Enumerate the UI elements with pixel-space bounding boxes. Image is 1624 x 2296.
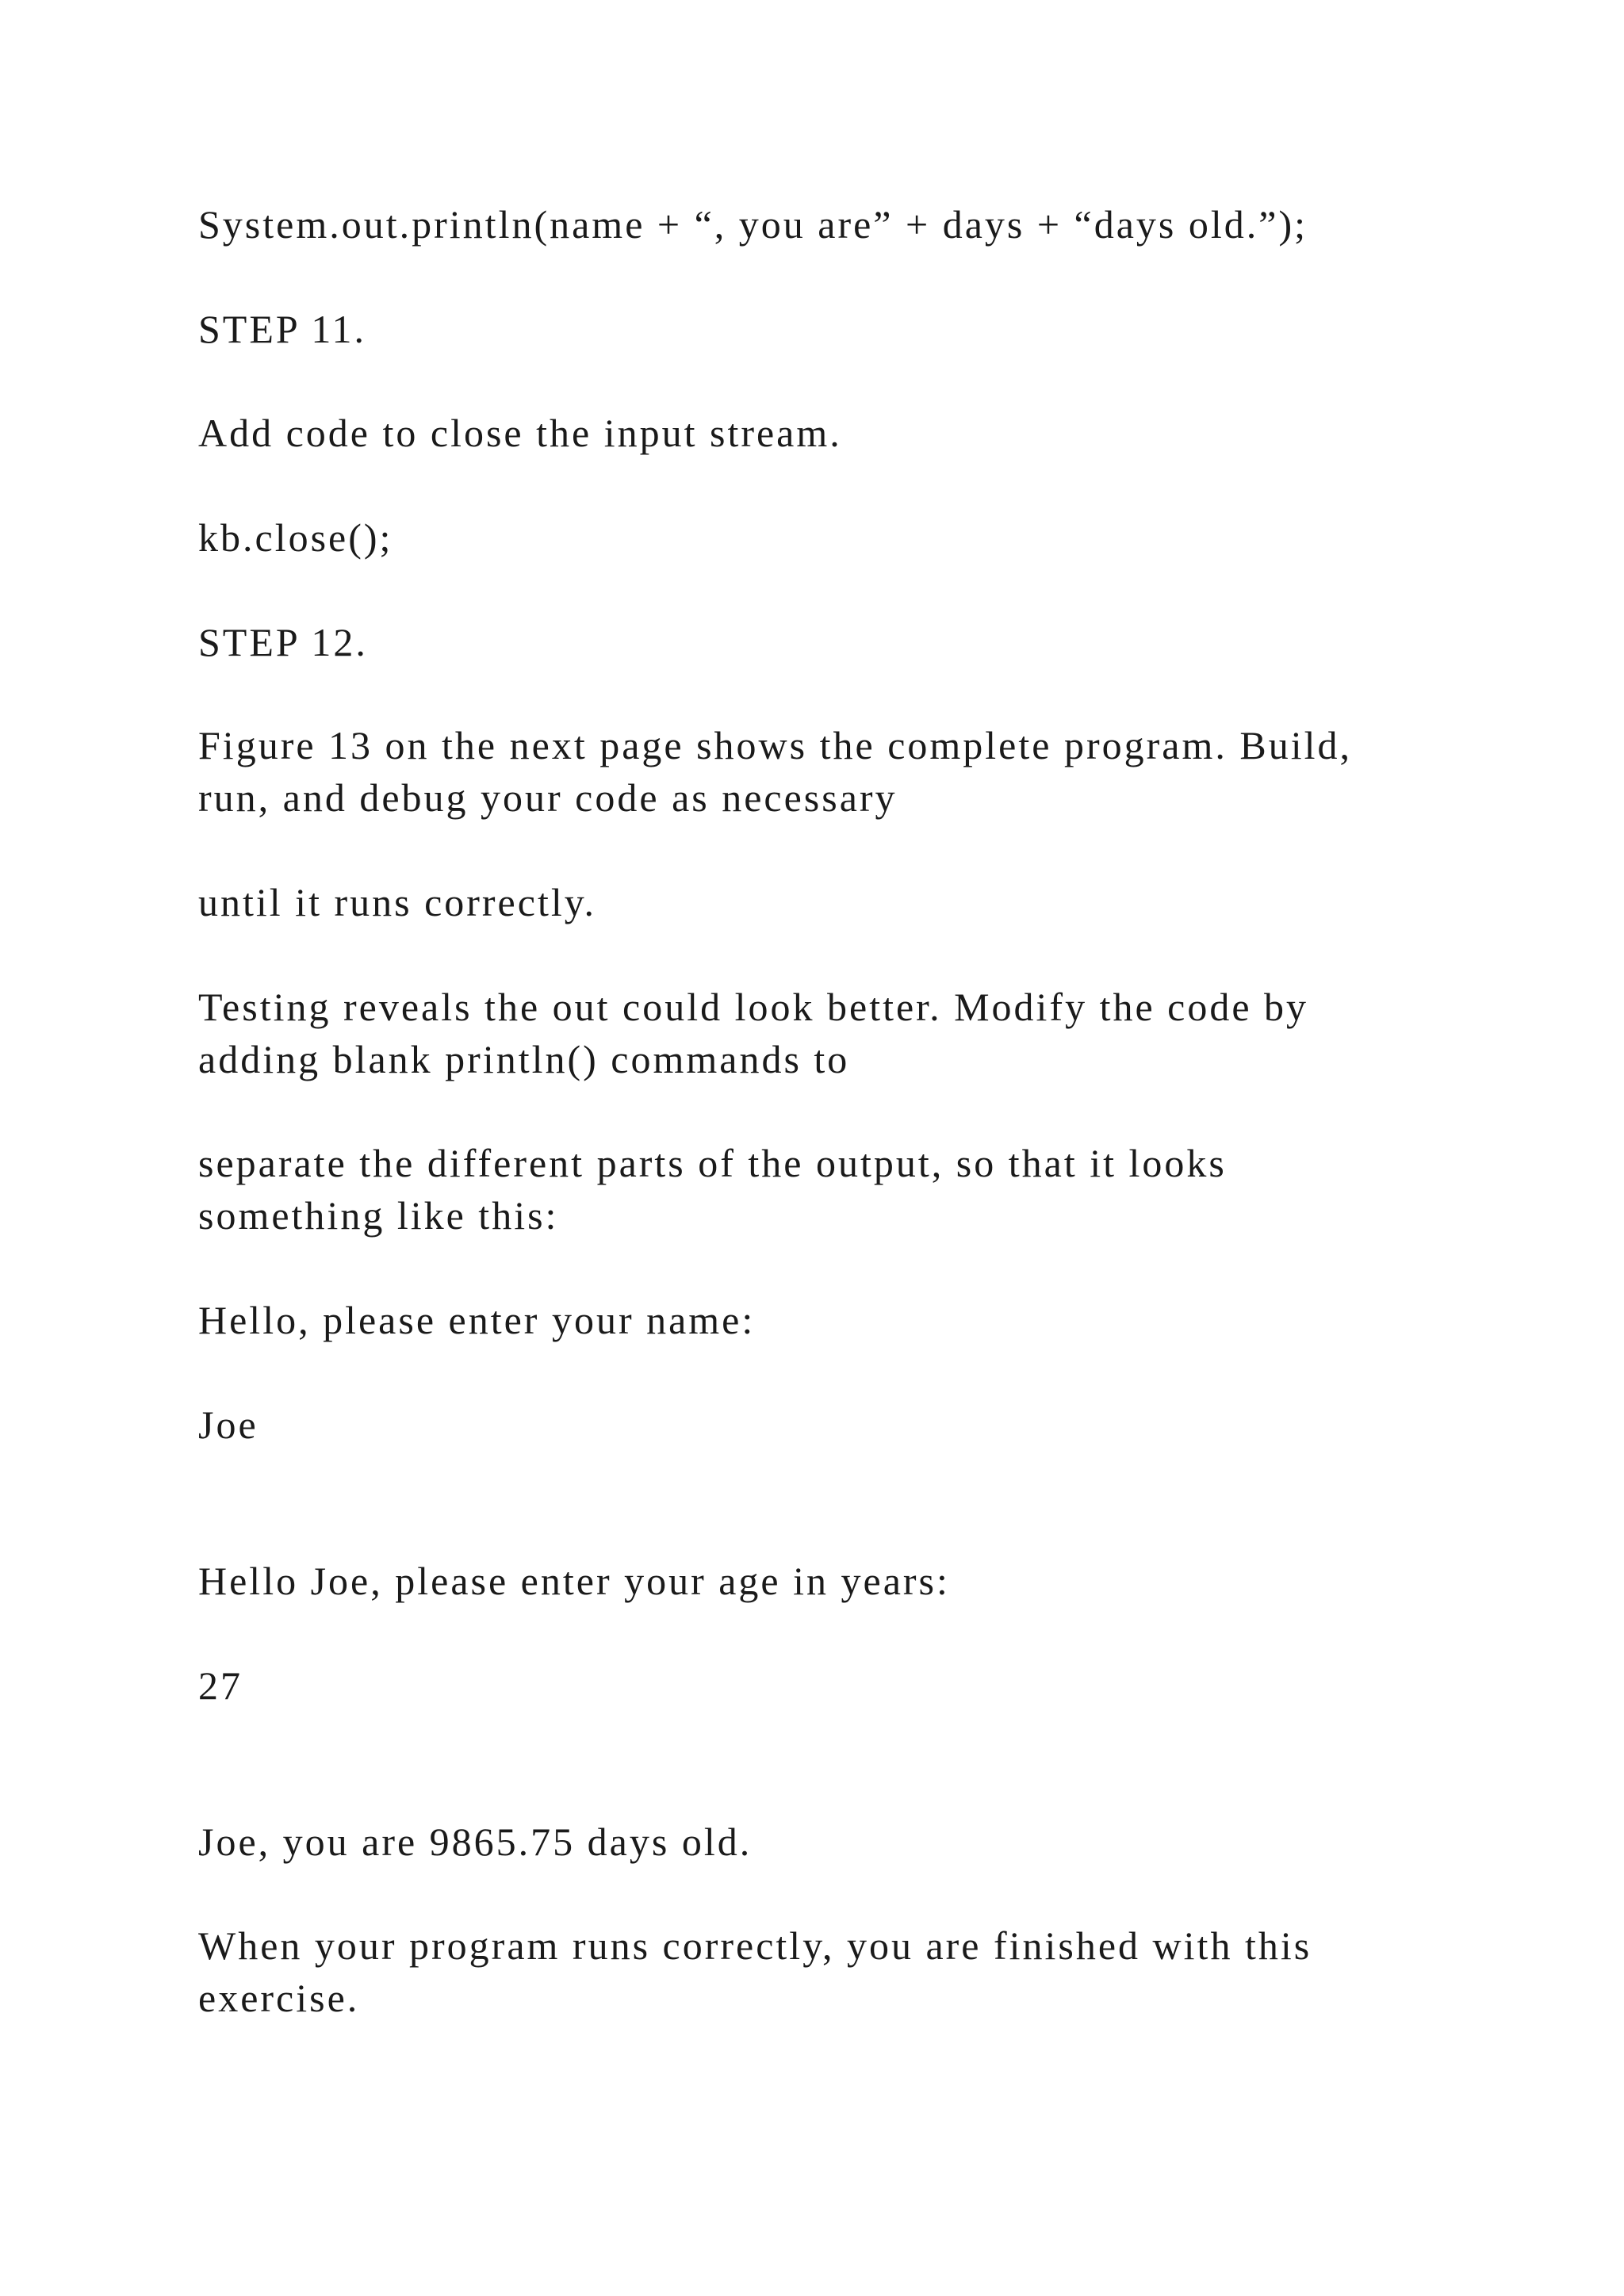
sample-output-age-input: 27 xyxy=(198,1663,243,1708)
code-println-statement: System.out.println(name + “, you are” + days + “days old.”); xyxy=(198,202,1308,247)
sample-output-age-prompt: Hello Joe, please enter your age in years: xyxy=(198,1559,950,1603)
step-11-heading: STEP 11. xyxy=(198,307,366,351)
separate-paragraph-line-2: something like this: xyxy=(198,1193,559,1238)
separate-paragraph-line-1: separate the different parts of the output, so that it looks xyxy=(198,1141,1227,1185)
step-12-paragraph-line-3: until it runs correctly. xyxy=(198,880,596,924)
closing-paragraph-line-2: exercise. xyxy=(198,1976,360,2020)
code-close-statement: kb.close(); xyxy=(198,515,393,560)
step-12-heading: STEP 12. xyxy=(198,620,368,664)
step-11-instruction: Add code to close the input stream. xyxy=(198,411,842,455)
sample-output-name-input: Joe xyxy=(198,1402,259,1447)
testing-paragraph-line-1: Testing reveals the out could look better. Modify the code by xyxy=(198,985,1309,1029)
testing-paragraph-line-2: adding blank println() commands to xyxy=(198,1037,850,1081)
step-12-paragraph-line-2: run, and debug your code as necessary xyxy=(198,775,898,820)
sample-output-result: Joe, you are 9865.75 days old. xyxy=(198,1820,753,1864)
step-12-paragraph-line-1: Figure 13 on the next page shows the complete program. Build, xyxy=(198,723,1352,767)
closing-paragraph-line-1: When your program runs correctly, you are finished with this xyxy=(198,1923,1312,1968)
sample-output-name-prompt: Hello, please enter your name: xyxy=(198,1298,756,1342)
